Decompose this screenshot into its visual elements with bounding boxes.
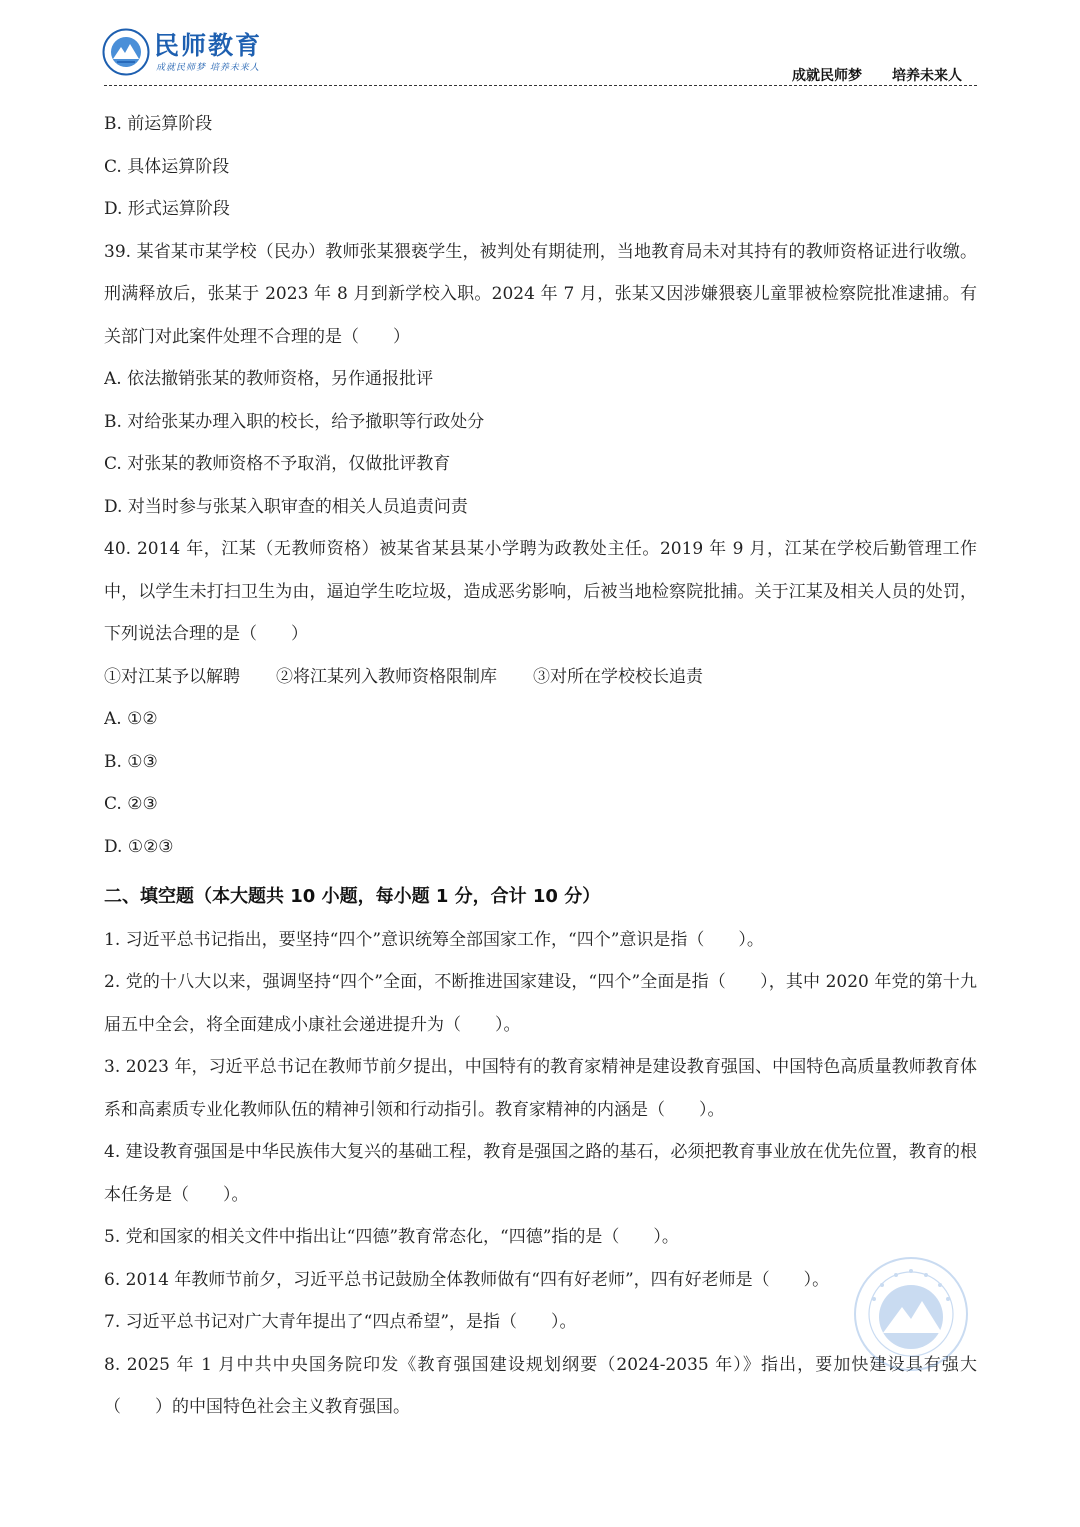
q40-option-a: A. ①② bbox=[104, 709, 158, 729]
q38-option-b: B. 前运算阶段 bbox=[104, 114, 213, 134]
fill-question-3: 3. 2023 年，习近平总书记在教师节前夕提出，中国特有的教育家精神是建设教育强国、中国特色高质量教师教育体系和高素质专业化教师队伍的精神引领和行动指引。教育家精神的内涵是（ ）。 bbox=[104, 1057, 977, 1120]
q38-option-c: C. 具体运算阶段 bbox=[104, 156, 230, 177]
fill-question-1: 1. 习近平总书记指出，要坚持“四个”意识统筹全部国家工作，“四个”意识是指（ ）。 bbox=[104, 929, 764, 950]
q40-items bbox=[104, 656, 977, 699]
document-body bbox=[104, 103, 977, 1429]
header-divider bbox=[104, 85, 977, 86]
fill-question-8: 8. 2025 年 1 月中共中央国务院印发《教育强国建设规划纲要（2024-2035 年）》指出，要加快建设具有强大（ ）的中国特色社会主义教育强国。 bbox=[104, 1354, 977, 1417]
q40-stem: 40. 2014 年，江某（无教师资格）被某省某县某小学聘为政教处主任。2019 年 9 月，江某在学校后勤管理工作中，以学生未打扫卫生为由，逼迫学生吃垃圾，造成恶劣影响，后被当地检察院批捕。关于江某及相关人员的处罚，下列说法合理的是（ ） bbox=[104, 539, 977, 644]
header-motto bbox=[792, 65, 962, 85]
q40-item-1: ①对江某予以解聘 bbox=[104, 666, 240, 687]
fill-question-6: 6. 2014 年教师节前夕，习近平总书记鼓励全体教师做有“四有好老师”，四有好老师是（ ）。 bbox=[104, 1269, 830, 1290]
q40-option-c: C. ②③ bbox=[104, 794, 158, 814]
brand-slogan: 成就民师梦 培养未来人 bbox=[156, 63, 260, 73]
header-motto-1: 成就民师梦 bbox=[792, 68, 862, 84]
fill-question-5: 5. 党和国家的相关文件中指出让“四德”教育常态化，“四德”指的是（ ）。 bbox=[104, 1227, 679, 1247]
q39-option-d: D. 对当时参与张某入职审查的相关人员追责问责 bbox=[104, 496, 468, 517]
q40-option-d: D. ①②③ bbox=[104, 836, 174, 857]
q40-option-b: B. ①③ bbox=[104, 751, 158, 772]
fill-question-4: 4. 建设教育强国是中华民族伟大复兴的基础工程，教育是强国之路的基石，必须把教育事业放在优先位置，教育的根本任务是（ ）。 bbox=[104, 1142, 977, 1205]
q39-option-b: B. 对给张某办理入职的校长，给予撤职等行政处分 bbox=[104, 411, 485, 432]
q39-stem: 39. 某省某市某学校（民办）教师张某猥亵学生，被判处有期徒刑，当地教育局未对其持有的教师资格证进行收缴。刑满释放后，张某于 2023 年 8 月到新学校入职。2024 年 7 月，张某又因涉嫌猥亵儿童罪被检察院批准逮捕。有关部门对此案件处理不合理的是（ ） bbox=[104, 241, 977, 347]
brand-name: 民师教育 bbox=[154, 31, 263, 60]
q39-option-a: A. 依法撤销张某的教师资格，另作通报批评 bbox=[104, 369, 434, 389]
mountain-circle-logo-icon bbox=[102, 28, 150, 76]
header-motto-2: 培养未来人 bbox=[892, 68, 962, 84]
q40-item-2: ②将江某列入教师资格限制库 bbox=[276, 666, 497, 687]
fill-question-7: 7. 习近平总书记对广大青年提出了“四点希望”，是指（ ）。 bbox=[104, 1312, 577, 1332]
q39-option-c: C. 对张某的教师资格不予取消，仅做批评教育 bbox=[104, 454, 451, 474]
q40-item-3: ③对所在学校校长追责 bbox=[533, 666, 703, 687]
fill-question-2: 2. 党的十八大以来，强调坚持“四个”全面，不断推进国家建设，“四个”全面是指（ ），其中 2020 年党的第十九届五中全会，将全面建成小康社会递进提升为（ ）。 bbox=[104, 972, 977, 1035]
mountain-circle-watermark-icon bbox=[852, 1255, 970, 1373]
section-heading: 二、填空题（本大题共 10 小题，每小题 1 分，合计 10 分） bbox=[104, 886, 601, 907]
q38-option-d: D. 形式运算阶段 bbox=[104, 199, 230, 219]
page-header bbox=[0, 0, 1080, 90]
